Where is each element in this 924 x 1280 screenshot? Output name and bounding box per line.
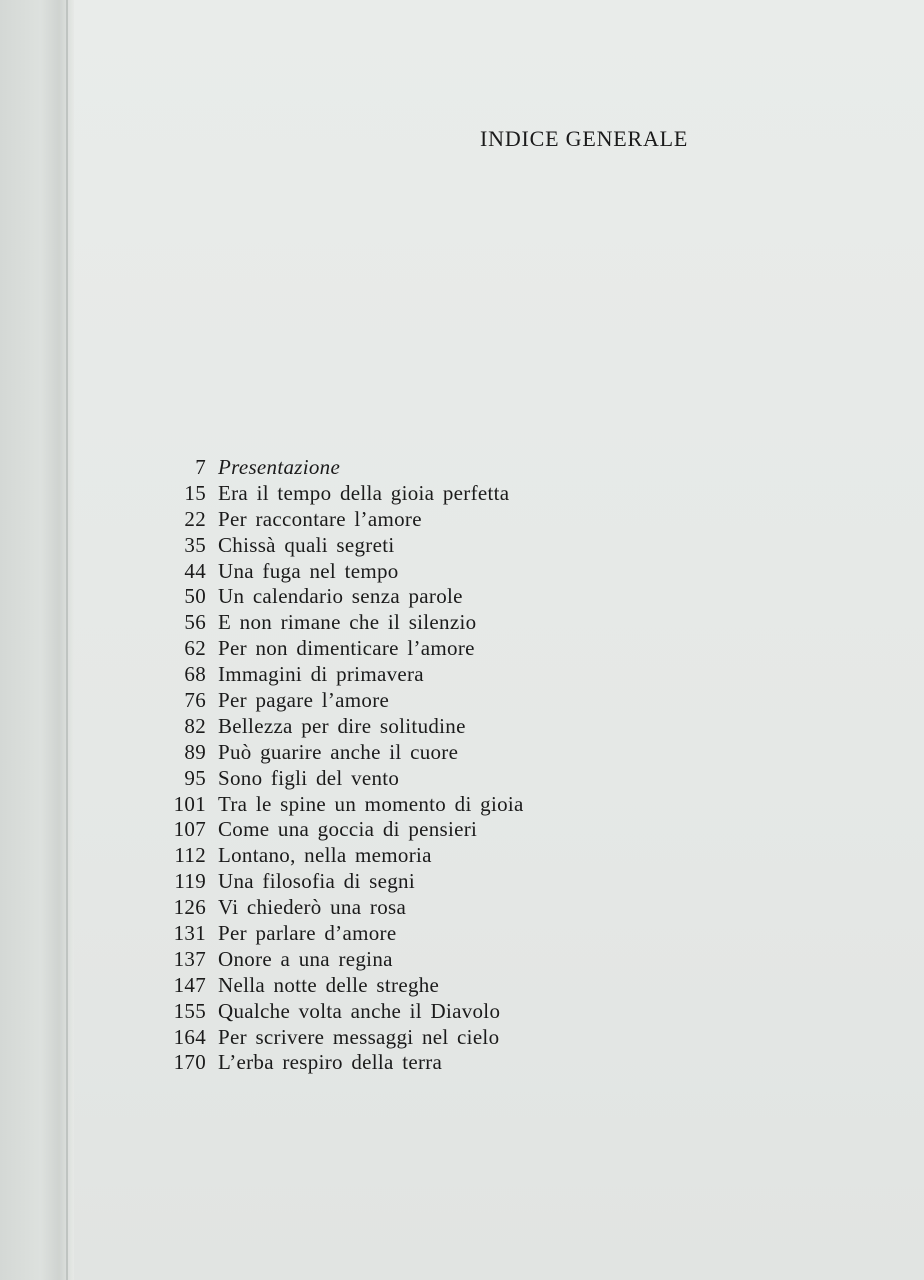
toc-page-number: 35 [184, 532, 206, 557]
toc-entry-title: Qualche volta anche il Diavolo [218, 998, 501, 1023]
toc-page-number: 50 [184, 584, 206, 609]
toc-entry-title: Presentazione [218, 455, 341, 479]
toc-entry-title: Per scrivere messaggi nel cielo [218, 1024, 500, 1049]
toc-page-number: 22 [184, 506, 206, 531]
page-title: INDICE GENERALE [480, 126, 689, 151]
toc-entry [150, 766, 670, 792]
toc-page-number: 89 [184, 739, 206, 764]
table-of-contents [150, 455, 670, 1076]
toc-page-number: 164 [173, 1024, 206, 1049]
toc-page-number: 137 [173, 946, 206, 971]
toc-entry-title: Chissà quali segreti [218, 532, 395, 557]
toc-page-number: 112 [174, 843, 206, 868]
toc-entry [150, 1050, 670, 1076]
toc-page-number: 119 [174, 869, 206, 894]
toc-entry-title: Nella notte delle streghe [218, 972, 440, 997]
toc-entry-title: Per pagare l’amore [218, 688, 390, 713]
toc-entry [150, 817, 670, 843]
toc-entry-title: Lontano, nella memoria [218, 843, 432, 868]
toc-page-number: 44 [184, 558, 206, 583]
gutter-fold-line [66, 0, 68, 1280]
toc-entry-title: Può guarire anche il cuore [218, 739, 459, 764]
toc-entry [150, 584, 670, 610]
toc-page-number: 170 [173, 1050, 206, 1075]
toc-entry-title: Vi chiederò una rosa [218, 895, 407, 920]
toc-page-number: 126 [173, 895, 206, 920]
toc-entry [150, 533, 670, 559]
toc-entry-title: Tra le spine un momento di gioia [218, 791, 524, 816]
toc-entry [150, 636, 670, 662]
toc-entry [150, 843, 670, 869]
toc-page-number: 62 [184, 636, 206, 661]
book-gutter [0, 0, 74, 1280]
toc-entry [150, 610, 670, 636]
toc-entry [150, 559, 670, 585]
toc-page-number: 82 [184, 713, 206, 738]
toc-entry [150, 1025, 670, 1051]
toc-page-number: 76 [184, 688, 206, 713]
toc-entry [150, 947, 670, 973]
toc-entry [150, 999, 670, 1025]
toc-entry [150, 921, 670, 947]
toc-entry [150, 973, 670, 999]
toc-entry [150, 895, 670, 921]
toc-entry [150, 507, 670, 533]
toc-entry [150, 481, 670, 507]
toc-entry [150, 455, 670, 481]
toc-entry [150, 740, 670, 766]
toc-page-number: 68 [184, 662, 206, 687]
toc-page-number: 147 [173, 972, 206, 997]
toc-page-number: 95 [184, 765, 206, 790]
toc-entry-title: L’erba respiro della terra [218, 1050, 443, 1075]
toc-entry [150, 662, 670, 688]
toc-entry-title: Una filosofia di segni [218, 869, 415, 894]
toc-entry-title: Immagini di primavera [218, 662, 424, 687]
toc-entry-title: Sono figli del vento [218, 765, 400, 790]
toc-entry-title: Una fuga nel tempo [218, 558, 399, 583]
toc-entry [150, 714, 670, 740]
toc-entry-title: Un calendario senza parole [218, 584, 463, 609]
toc-entry-title: Era il tempo della gioia perfetta [218, 480, 510, 505]
toc-entry-title: Bellezza per dire solitudine [218, 713, 466, 738]
toc-entry-title: Per non dimenticare l’amore [218, 636, 475, 661]
toc-page-number: 15 [184, 480, 206, 505]
toc-page-number: 7 [195, 455, 206, 479]
toc-entry [150, 792, 670, 818]
toc-page-number: 56 [184, 610, 206, 635]
toc-entry-title: Per raccontare l’amore [218, 506, 422, 531]
toc-entry-title: Onore a una regina [218, 946, 393, 971]
toc-entry-title: E non rimane che il silenzio [218, 610, 477, 635]
toc-page-number: 107 [173, 817, 206, 842]
toc-page-number: 131 [173, 921, 206, 946]
toc-entry [150, 688, 670, 714]
toc-entry-title: Come una goccia di pensieri [218, 817, 478, 842]
toc-page-number: 155 [173, 998, 206, 1023]
toc-entry [150, 869, 670, 895]
toc-entry-title: Per parlare d’amore [218, 921, 397, 946]
toc-page-number: 101 [173, 791, 206, 816]
